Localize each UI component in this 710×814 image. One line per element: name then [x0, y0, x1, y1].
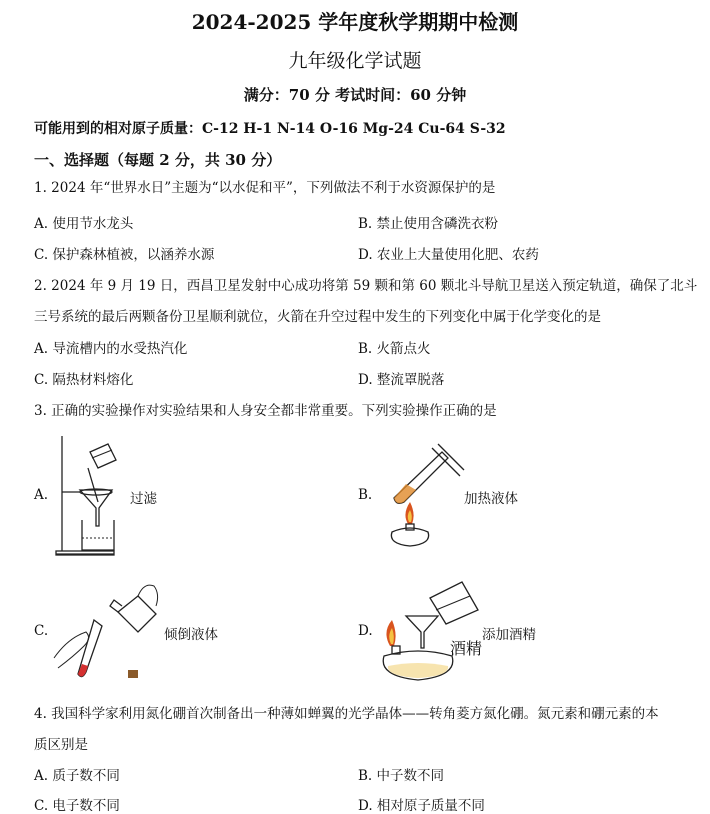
question-4-option-b[interactable]: B. 中子数不同 [358, 768, 445, 784]
adding-alcohol-image [378, 576, 482, 688]
pouring-liquid-image [52, 576, 164, 688]
question-4-option-c[interactable]: C. 电子数不同 [34, 798, 120, 814]
question-2-option-d[interactable]: D. 整流罩脱落 [358, 372, 445, 388]
question-2-option-a[interactable]: A. 导流槽内的水受热汽化 [34, 341, 188, 357]
question-4-stem-line1: 4. 我国科学家利用氮化硼首次制备出一种薄如蝉翼的光学晶体——转角菱方氮化硼。氮元素和硼元素的本 [34, 706, 659, 722]
question-3-option-a-letter[interactable]: A. [34, 487, 49, 503]
page-subtitle: 九年级化学试题 [288, 50, 422, 72]
score-time: 满分：70 分 考试时间：60 分钟 [243, 86, 467, 104]
question-4-stem-line2: 质区别是 [34, 737, 88, 753]
heating-liquid-image [380, 440, 470, 550]
question-1-option-d[interactable]: D. 农业上大量使用化肥、农药 [358, 247, 539, 263]
question-2-option-b[interactable]: B. 火箭点火 [358, 341, 431, 357]
alcohol-label-in-image: 酒精 [450, 639, 483, 658]
question-2-stem-line2: 三号系统的最后两颗备份卫星顺利就位，火箭在升空过程中发生的下列变化中属于化学变化的是 [34, 309, 601, 325]
page-title: 2024-2025 学年度秋学期期中检测 [191, 10, 519, 34]
question-4-option-a[interactable]: A. 质子数不同 [34, 768, 120, 784]
section-heading: 一、选择题（每题 2 分，共 30 分） [34, 151, 282, 169]
question-4-option-d[interactable]: D. 相对原子质量不同 [358, 798, 485, 814]
question-3-option-b-label: 加热液体 [464, 491, 518, 507]
filtration-apparatus-image [52, 430, 132, 560]
atomic-masses: 可能用到的相对原子质量：C-12 H-1 N-14 O-16 Mg-24 Cu-64 S-32 [34, 121, 506, 137]
question-2-option-c[interactable]: C. 隔热材料熔化 [34, 372, 134, 388]
question-3-option-a-label: 过滤 [130, 491, 157, 507]
question-3-option-d-letter[interactable]: D. [358, 623, 373, 639]
question-3-option-c-label: 倾倒液体 [164, 627, 218, 643]
question-3-option-b-letter[interactable]: B. [358, 487, 373, 503]
question-3-option-c-letter[interactable]: C. [34, 623, 49, 639]
question-3-option-d-label: 添加酒精 [482, 627, 536, 643]
question-1-option-a[interactable]: A. 使用节水龙头 [34, 216, 134, 232]
question-1-option-c[interactable]: C. 保护森林植被，以涵养水源 [34, 247, 215, 263]
question-2-stem-line1: 2. 2024 年 9 月 19 日，西昌卫星发射中心成功将第 59 颗和第 60 颗北斗导航卫星送入预定轨道，确保了北斗 [34, 278, 698, 294]
question-1-option-b[interactable]: B. 禁止使用含磷洗衣粉 [358, 216, 499, 232]
question-1-stem: 1. 2024 年“世界水日”主题为“以水促和平”，下列做法不利于水资源保护的是 [34, 180, 496, 196]
question-3-stem: 3. 正确的实验操作对实验结果和人身安全都非常重要。下列实验操作正确的是 [34, 403, 497, 419]
